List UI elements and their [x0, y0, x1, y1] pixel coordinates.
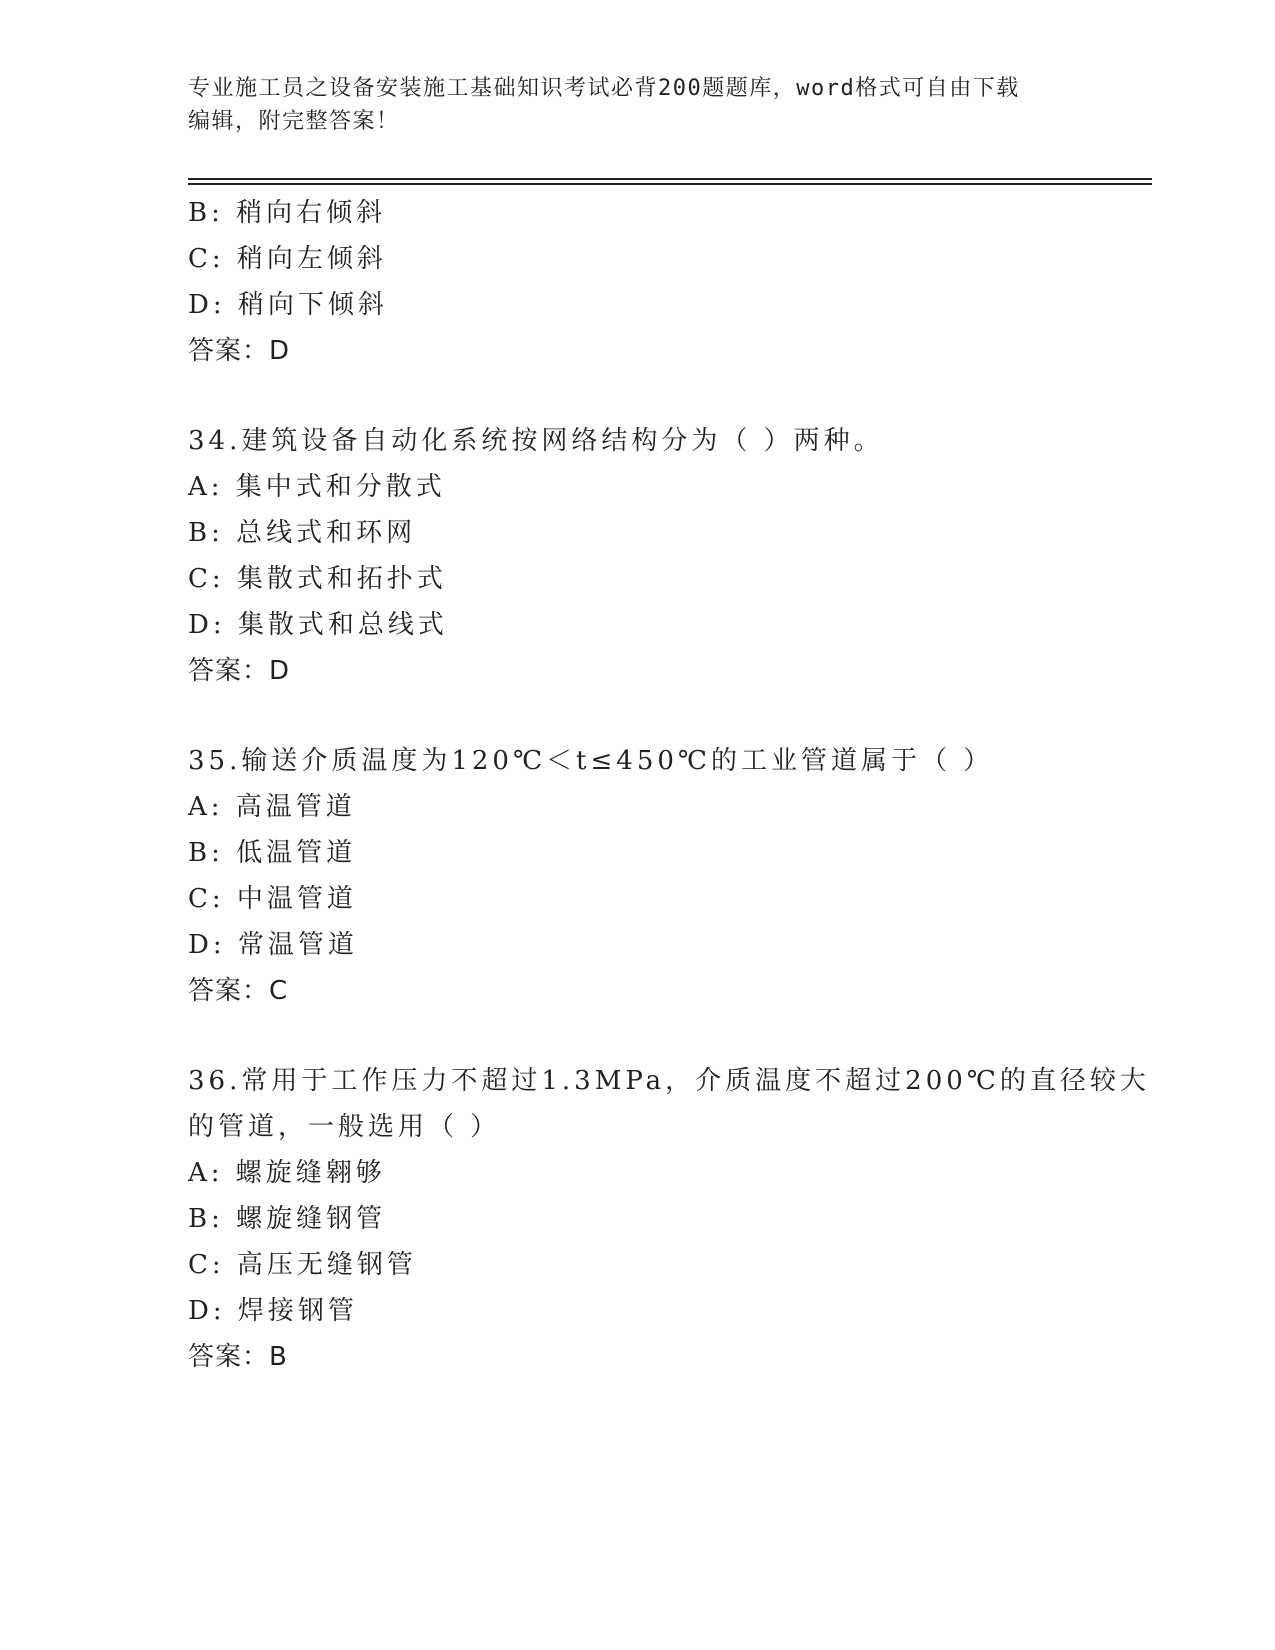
header-divider-bottom	[188, 183, 1152, 185]
option-d: D: 焊接钢管	[188, 1296, 358, 1326]
question-stem-line-2: 的管道，一般选用（ ）	[188, 1112, 501, 1142]
spacer	[188, 1014, 1088, 1058]
option-d: D: 常温管道	[188, 930, 358, 960]
document-header	[188, 72, 1068, 138]
option-b: B: 螺旋缝钢管	[188, 1204, 387, 1234]
question-list	[188, 190, 1150, 1380]
answer: 答案：C	[188, 976, 289, 1006]
question-stem: 35.输送介质温度为120℃＜t≤450℃的工业管道属于（ ）	[188, 746, 994, 776]
option-c: C: 高压无缝钢管	[188, 1250, 417, 1280]
header-line-2: 编辑，附完整答案！	[188, 109, 400, 134]
header-line-1: 专业施工员之设备安装施工基础知识考试必背200题题库，word格式可自由下载	[188, 76, 1020, 101]
question-stem-line-1: 36.常用于工作压力不超过1.3MPa，介质温度不超过200℃的直径较大	[188, 1066, 1150, 1096]
question-36	[188, 1058, 1150, 1380]
spacer	[188, 694, 1088, 738]
option-a: A: 高温管道	[188, 792, 356, 822]
answer: 答案：D	[188, 656, 291, 686]
option-a: A: 集中式和分散式	[188, 472, 446, 502]
option-b: B: 稍向右倾斜	[188, 198, 387, 228]
question-stem: 34.建筑设备自动化系统按网络结构分为（ ）两种。	[188, 426, 884, 456]
option-b: B: 低温管道	[188, 838, 357, 868]
question-33	[188, 190, 1088, 374]
option-a: A: 螺旋缝翱够	[188, 1158, 386, 1188]
option-c: C: 稍向左倾斜	[188, 244, 387, 274]
option-c: C: 集散式和拓扑式	[188, 564, 447, 594]
header-divider-top	[188, 178, 1152, 180]
option-b: B: 总线式和环网	[188, 518, 417, 548]
option-d: D: 集散式和总线式	[188, 610, 448, 640]
answer: 答案：D	[188, 336, 291, 366]
question-35	[188, 738, 1088, 1014]
option-c: C: 中温管道	[188, 884, 357, 914]
question-34	[188, 418, 1088, 694]
spacer	[188, 374, 1088, 418]
answer: 答案：B	[188, 1342, 288, 1372]
option-d: D: 稍向下倾斜	[188, 290, 388, 320]
